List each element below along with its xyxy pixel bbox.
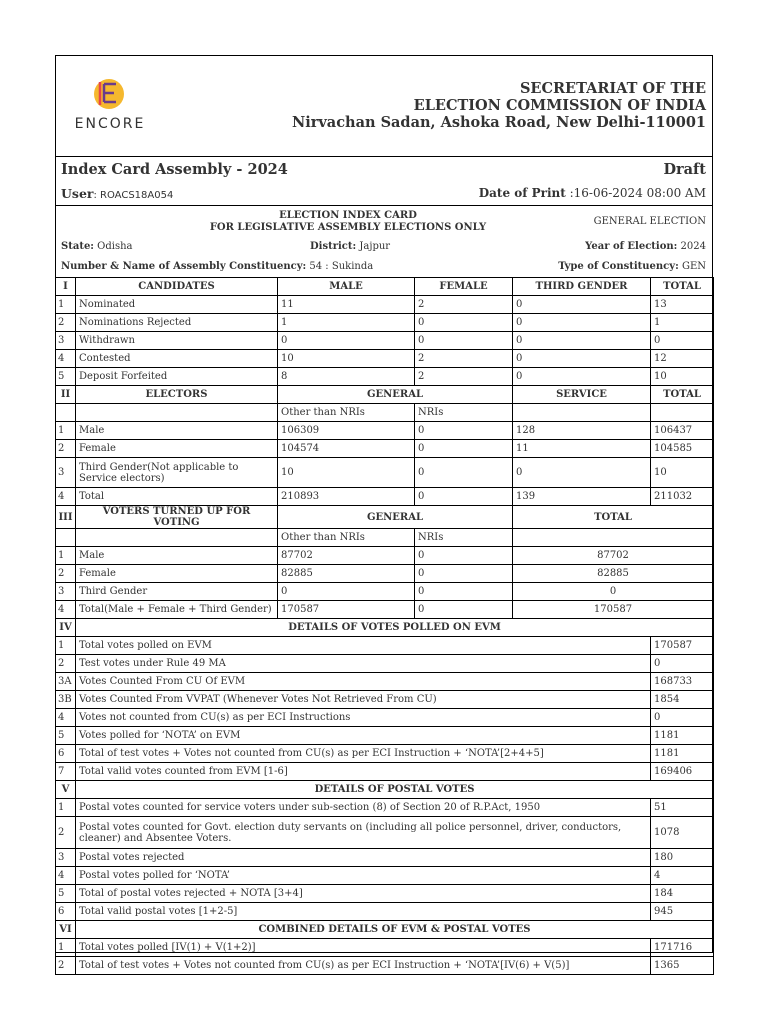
table-row: [56, 655, 714, 673]
cell-value: 2: [415, 296, 513, 314]
column-header: TOTAL: [513, 506, 714, 529]
cell-value: 87702: [513, 547, 714, 565]
cell-value: 1365: [651, 957, 714, 975]
row-label: Votes Counted From CU Of EVM: [76, 673, 651, 691]
table-row: [56, 885, 714, 903]
ac-field: [61, 261, 373, 272]
row-number: 1: [56, 422, 76, 440]
cell-value: 1078: [651, 817, 714, 849]
cell-value: 0: [513, 583, 714, 601]
cell-value: 2: [415, 368, 513, 386]
cell-value: 87702: [278, 547, 415, 565]
table-row: [56, 488, 714, 506]
row-label: Postal votes rejected: [76, 849, 651, 867]
cell-value: 10: [651, 458, 714, 488]
user-value: : ROACS18A054: [93, 190, 174, 201]
cell-value: 12: [651, 350, 714, 368]
cell-value: 13: [651, 296, 714, 314]
sub-header-cell: Other than NRIs: [278, 529, 415, 547]
card-title-line-2: FOR LEGISLATIVE ASSEMBLY ELECTIONS ONLY: [209, 222, 487, 233]
row-label: Postal votes counted for service voters under sub-section (8) of Section 20 of R.P.Act, 1950: [76, 799, 651, 817]
row-number: 1: [56, 547, 76, 565]
row-number: 6: [56, 903, 76, 921]
cell-value: 0: [415, 314, 513, 332]
section-number: V: [56, 781, 76, 799]
table-row: [56, 709, 714, 727]
row-label: Votes not counted from CU(s) as per ECI Instructions: [76, 709, 651, 727]
row-label: Total of postal votes rejected + NOTA [3+4]: [76, 885, 651, 903]
section-header: [56, 278, 714, 296]
cell-value: 10: [651, 368, 714, 386]
cell-value: 0: [513, 314, 651, 332]
cell-value: 104574: [278, 440, 415, 458]
cell-value: 1: [651, 314, 714, 332]
row-number: 3: [56, 583, 76, 601]
cell-value: 0: [415, 458, 513, 488]
print-date: [479, 186, 706, 200]
cell-value: 210893: [278, 488, 415, 506]
cell-value: 0: [513, 368, 651, 386]
org-line-1: SECRETARIAT OF THE: [519, 80, 706, 97]
row-label: Deposit Forfeited: [76, 368, 278, 386]
cell-value: 106309: [278, 422, 415, 440]
table-row: [56, 957, 714, 975]
column-header: THIRD GENDER: [513, 278, 651, 296]
type-field: [558, 261, 706, 272]
cell-value: 10: [278, 458, 415, 488]
cell-value: 0: [513, 332, 651, 350]
draft-label: Draft: [663, 161, 706, 178]
cell-value: 104585: [651, 440, 714, 458]
table-row: [56, 745, 714, 763]
table-row: [56, 422, 714, 440]
page-title: Index Card Assembly - 2024: [61, 161, 288, 178]
type-value: GEN: [678, 261, 706, 272]
row-label: Male: [76, 422, 278, 440]
row-label: Nominations Rejected: [76, 314, 278, 332]
print-label: Date of Print: [478, 186, 566, 200]
sub-header-cell: NRIs: [415, 529, 513, 547]
row-label: Withdrawn: [76, 332, 278, 350]
section-header: [56, 921, 714, 939]
row-label: Votes polled for ‘NOTA’ on EVM: [76, 727, 651, 745]
cell-value: 128: [513, 422, 651, 440]
row-number: 3: [56, 849, 76, 867]
index-card-table: [55, 277, 714, 975]
state-value: Odisha: [94, 241, 133, 252]
table-row: [56, 583, 714, 601]
logo-text: ENCORE: [74, 116, 146, 132]
row-label: Postal votes counted for Govt. election duty servants on (including all police personnel, driver, conductors, cleaner) and Absentee Voters.: [76, 817, 651, 849]
table-row: [56, 673, 714, 691]
table-row: [56, 547, 714, 565]
cell-value: 82885: [278, 565, 415, 583]
row-label: Total of test votes + Votes not counted from CU(s) as per ECI Instruction + ‘NOTA’[IV(6) + V(5)]: [76, 957, 651, 975]
cell-value: 170587: [278, 601, 415, 619]
cell-value: 0: [513, 350, 651, 368]
row-label: Total(Male + Female + Third Gender): [76, 601, 278, 619]
section-number: II: [56, 386, 76, 404]
table-row: [56, 817, 714, 849]
cell-value: 180: [651, 849, 714, 867]
cell-value: 1181: [651, 745, 714, 763]
print-value: :16-06-2024 08:00 AM: [565, 186, 706, 200]
sub-header-cell: Other than NRIs: [278, 404, 415, 422]
cell-value: 0: [415, 547, 513, 565]
row-label: Total: [76, 488, 278, 506]
cell-value: 0: [415, 601, 513, 619]
row-number: 1: [56, 296, 76, 314]
section-number: I: [56, 278, 76, 296]
section-title: DETAILS OF VOTES POLLED ON EVM: [76, 619, 714, 637]
section-title: DETAILS OF POSTAL VOTES: [76, 781, 714, 799]
cell-value: 0: [415, 488, 513, 506]
table-row: [56, 691, 714, 709]
sub-header: [56, 404, 714, 422]
cell-value: 139: [513, 488, 651, 506]
cell-value: 0: [415, 583, 513, 601]
row-number: 2: [56, 314, 76, 332]
cell-value: 0: [278, 583, 415, 601]
card-title: [200, 210, 496, 234]
table-row: [56, 849, 714, 867]
table-row: [56, 565, 714, 583]
cell-value: 211032: [651, 488, 714, 506]
cell-value: 106437: [651, 422, 714, 440]
district-field: [310, 241, 390, 252]
ac-value: 54 : Sukinda: [306, 261, 374, 272]
table-row: [56, 903, 714, 921]
sub-header-cell: NRIs: [415, 404, 513, 422]
row-label: Total votes polled on EVM: [76, 637, 651, 655]
cell-value: 0: [513, 296, 651, 314]
column-header: TOTAL: [651, 278, 714, 296]
table-row: [56, 296, 714, 314]
cell-value: 0: [651, 709, 714, 727]
row-number: 4: [56, 601, 76, 619]
column-header: VOTERS TURNED UP FOR VOTING: [76, 506, 278, 529]
row-label: Total valid postal votes [1+2-5]: [76, 903, 651, 921]
row-label: Postal votes polled for ‘NOTA’: [76, 867, 651, 885]
table-row: [56, 799, 714, 817]
cell-value: 0: [651, 655, 714, 673]
column-header: MALE: [278, 278, 415, 296]
section-number: VI: [56, 921, 76, 939]
cell-value: 8: [278, 368, 415, 386]
district-label: District:: [310, 241, 357, 252]
cell-value: 0: [415, 332, 513, 350]
column-header: CANDIDATES: [76, 278, 278, 296]
row-number: 2: [56, 440, 76, 458]
row-number: 3A: [56, 673, 76, 691]
row-label: Test votes under Rule 49 MA: [76, 655, 651, 673]
row-number: 3: [56, 458, 76, 488]
column-header: GENERAL: [278, 386, 513, 404]
row-label: Third Gender(Not applicable to Service electors): [76, 458, 278, 488]
cell-value: 11: [278, 296, 415, 314]
row-number: 1: [56, 799, 76, 817]
table-row: [56, 350, 714, 368]
section-header: [56, 386, 714, 404]
row-number: 1: [56, 939, 76, 957]
table-row: [56, 314, 714, 332]
org-line-2: ELECTION COMMISSION OF INDIA: [413, 97, 706, 114]
user-label: User: [61, 186, 94, 201]
row-number: 3B: [56, 691, 76, 709]
cell-value: 0: [513, 458, 651, 488]
row-label: Votes Counted From VVPAT (Whenever Votes Not Retrieved From CU): [76, 691, 651, 709]
row-label: Contested: [76, 350, 278, 368]
column-header: SERVICE: [513, 386, 651, 404]
type-label: Type of Constituency:: [558, 261, 679, 272]
cell-value: 1854: [651, 691, 714, 709]
table-row: [56, 601, 714, 619]
row-label: Female: [76, 440, 278, 458]
divider: [55, 156, 713, 157]
cell-value: 169406: [651, 763, 714, 781]
row-number: 6: [56, 745, 76, 763]
column-header: GENERAL: [278, 506, 513, 529]
table-row: [56, 727, 714, 745]
row-number: 2: [56, 817, 76, 849]
cell-value: 51: [651, 799, 714, 817]
column-header: TOTAL: [651, 386, 714, 404]
cell-value: 2: [415, 350, 513, 368]
org-header: [292, 80, 706, 131]
cell-value: 0: [415, 440, 513, 458]
table-row: [56, 867, 714, 885]
row-number: 7: [56, 763, 76, 781]
cell-value: 4: [651, 867, 714, 885]
election-type: GENERAL ELECTION: [593, 216, 706, 227]
row-label: Total valid votes counted from EVM [1-6]: [76, 763, 651, 781]
table-row: [56, 763, 714, 781]
org-line-3: Nirvachan Sadan, Ashoka Road, New Delhi-110001: [291, 114, 706, 131]
table-row: [56, 939, 714, 957]
card-title-line-1: ELECTION INDEX CARD: [279, 210, 417, 221]
row-number: 1: [56, 637, 76, 655]
cell-value: 0: [415, 422, 513, 440]
section-number: III: [56, 506, 76, 529]
state-label: State:: [61, 241, 94, 252]
section-title: COMBINED DETAILS OF EVM & POSTAL VOTES: [76, 921, 714, 939]
table-row: [56, 637, 714, 655]
row-number: 5: [56, 885, 76, 903]
row-number: 5: [56, 727, 76, 745]
cell-value: 168733: [651, 673, 714, 691]
column-header: FEMALE: [415, 278, 513, 296]
sub-header: [56, 529, 714, 547]
row-label: Male: [76, 547, 278, 565]
row-number: 4: [56, 867, 76, 885]
cell-value: 82885: [513, 565, 714, 583]
row-label: Total votes polled [IV(1) + V(1+2)]: [76, 939, 651, 957]
cell-value: 1: [278, 314, 415, 332]
ac-label: Number & Name of Assembly Constituency:: [61, 261, 307, 272]
row-label: Nominated: [76, 296, 278, 314]
row-number: 2: [56, 957, 76, 975]
row-number: 4: [56, 488, 76, 506]
cell-value: 11: [513, 440, 651, 458]
cell-value: 184: [651, 885, 714, 903]
cell-value: 0: [278, 332, 415, 350]
state-field: [61, 241, 133, 252]
section-header: [56, 781, 714, 799]
cell-value: 170587: [651, 637, 714, 655]
row-number: 4: [56, 350, 76, 368]
year-value: 2024: [677, 241, 706, 252]
cell-value: 10: [278, 350, 415, 368]
table-row: [56, 368, 714, 386]
row-label: Total of test votes + Votes not counted from CU(s) as per ECI Instruction + ‘NOTA’[2+4+5]: [76, 745, 651, 763]
column-header: ELECTORS: [76, 386, 278, 404]
divider: [55, 205, 713, 206]
cell-value: 1181: [651, 727, 714, 745]
row-number: 4: [56, 709, 76, 727]
cell-value: 170587: [513, 601, 714, 619]
row-label: Female: [76, 565, 278, 583]
cell-value: 0: [415, 565, 513, 583]
table-row: [56, 458, 714, 488]
row-label: Third Gender: [76, 583, 278, 601]
cell-value: 171716: [651, 939, 714, 957]
year-label: Year of Election:: [585, 241, 678, 252]
row-number: 2: [56, 655, 76, 673]
row-number: 5: [56, 368, 76, 386]
user-info: [61, 186, 173, 201]
section-header: [56, 619, 714, 637]
cell-value: 0: [651, 332, 714, 350]
year-field: [585, 241, 706, 252]
section-header: [56, 506, 714, 529]
section-number: IV: [56, 619, 76, 637]
row-number: 2: [56, 565, 76, 583]
table-row: [56, 332, 714, 350]
table-row: [56, 440, 714, 458]
district-value: Jajpur: [356, 241, 391, 252]
cell-value: 945: [651, 903, 714, 921]
row-number: 3: [56, 332, 76, 350]
